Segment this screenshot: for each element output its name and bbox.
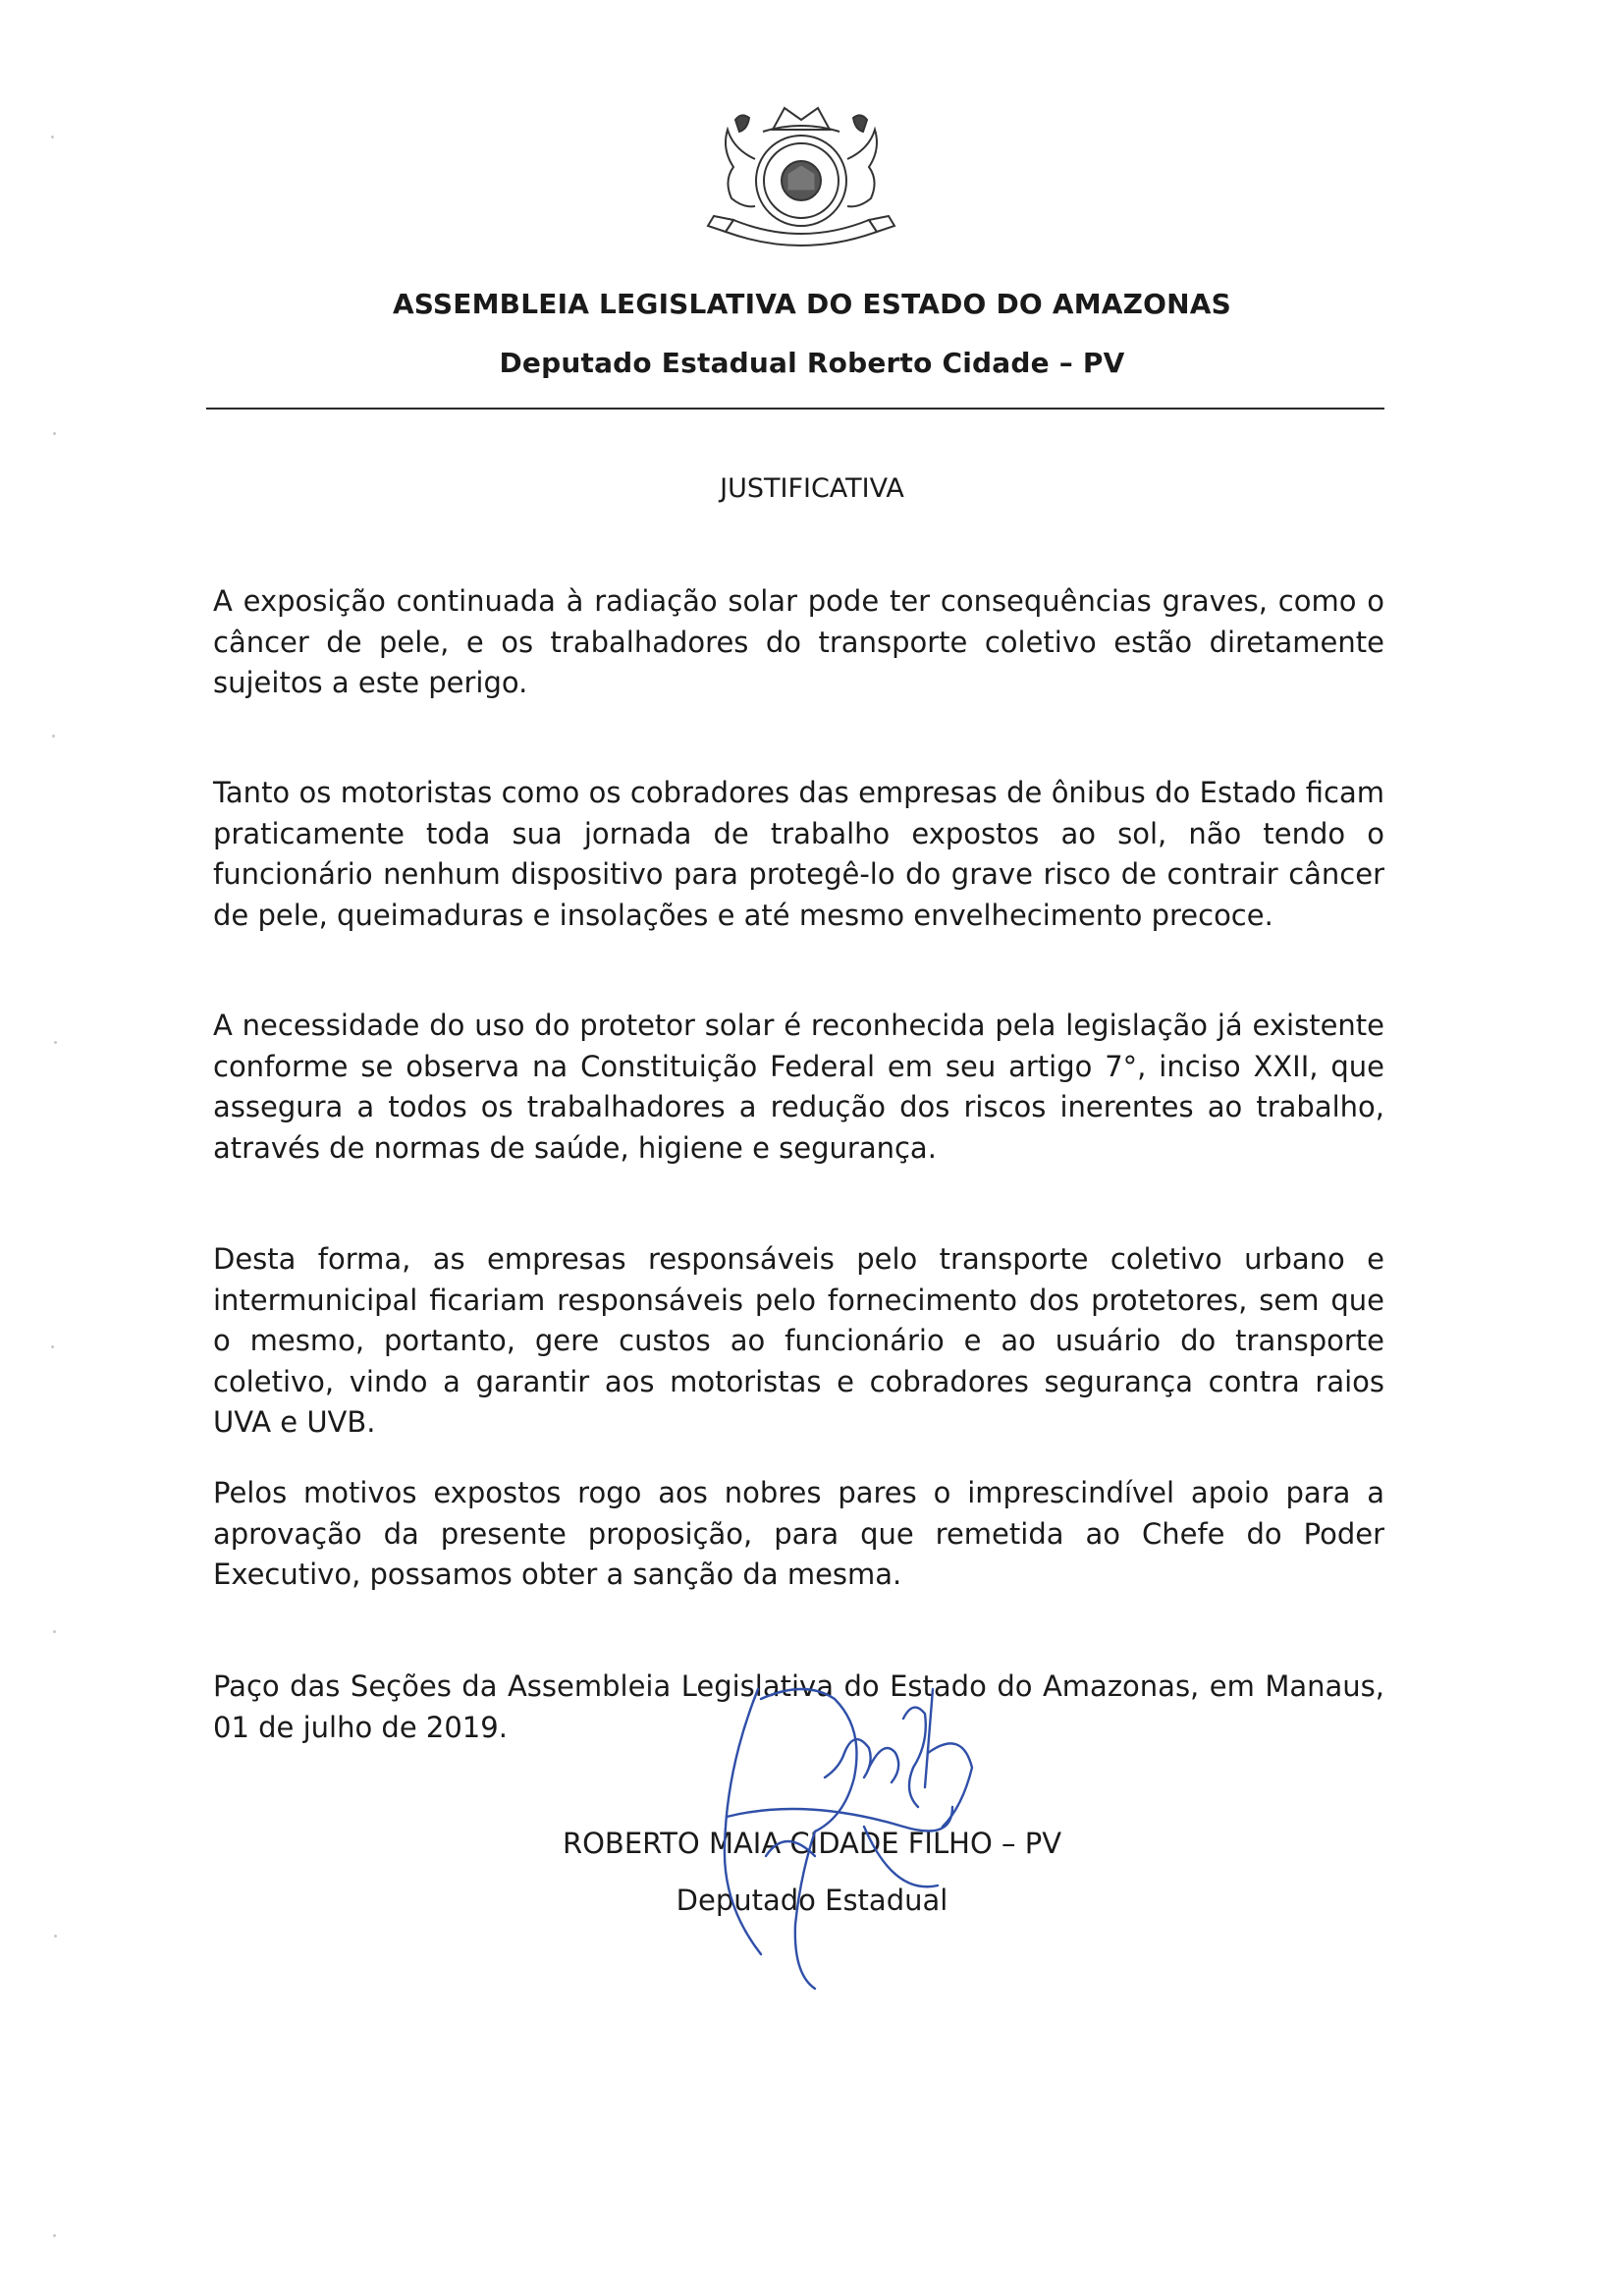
coat-of-arms-icon bbox=[694, 90, 908, 257]
paragraph-3: A necessidade do uso do protetor solar é reconhecida pela legislação já existente conforme se observa na Constituição Federal em seu artigo 7°, inciso XXII, que assegura a todos os trabalhadores a redução dos riscos inerentes ao trabalho, através de normas de saúde, higiene e segurança. bbox=[213, 1009, 1384, 1165]
deputy-name-header: Deputado Estadual Roberto Cidade – PV bbox=[499, 347, 1125, 379]
scan-speck bbox=[51, 136, 54, 138]
scan-speck bbox=[51, 1345, 54, 1348]
scan-speck bbox=[54, 1935, 57, 1938]
scan-speck bbox=[52, 735, 55, 738]
scan-speck bbox=[53, 1630, 56, 1633]
signatory-name: ROBERTO MAIA CIDADE FILHO – PV bbox=[562, 1827, 1062, 1860]
paragraph-2: Tanto os motoristas como os cobradores das empresas de ônibus do Estado ficam praticamente toda sua jornada de trabalho expostos ao sol, não tendo o funcionário nenhum dispositivo para protegê-lo do grave risco de contrair câncer de pele, queimaduras e insolações e até mesmo envelhecimento precoce. bbox=[213, 776, 1384, 932]
signatory-role: Deputado Estadual bbox=[676, 1884, 948, 1917]
paragraph-1: A exposição continuada à radiação solar pode ter consequências graves, como o câncer de pele, e os trabalhadores do transporte coletivo estão diretamente sujeitos a este perigo. bbox=[213, 584, 1384, 699]
scan-speck bbox=[54, 1041, 57, 1044]
handwritten-signature-icon bbox=[668, 1660, 992, 1998]
paragraph-4: Desta forma, as empresas responsáveis pelo transporte coletivo urbano e intermunicipal ficariam responsáveis pelo fornecimento dos protetores, sem que o mesmo, portanto, gere custos ao funcionário e ao usuário do transporte coletivo, vindo a garantir aos motoristas e cobradores segurança contra raios UVA e UVB. bbox=[213, 1242, 1384, 1439]
paragraph-5: Pelos motivos expostos rogo aos nobres pares o imprescindível apoio para a aprovação da presente proposição, para que remetida ao Chefe do Poder Executivo, possamos obter a sanção da mesma. bbox=[213, 1476, 1384, 1591]
scan-speck bbox=[53, 432, 56, 435]
document-title: JUSTIFICATIVA bbox=[720, 473, 904, 504]
closing-paragraph: Paço das Seções da Assembleia Legislativa do Estado do Amazonas, em Manaus, 01 de julho de 2019. bbox=[213, 1669, 1384, 1744]
institution-name: ASSEMBLEIA LEGISLATIVA DO ESTADO DO AMAZONAS bbox=[392, 288, 1232, 320]
scan-speck bbox=[53, 2234, 56, 2237]
header-divider bbox=[206, 408, 1384, 410]
